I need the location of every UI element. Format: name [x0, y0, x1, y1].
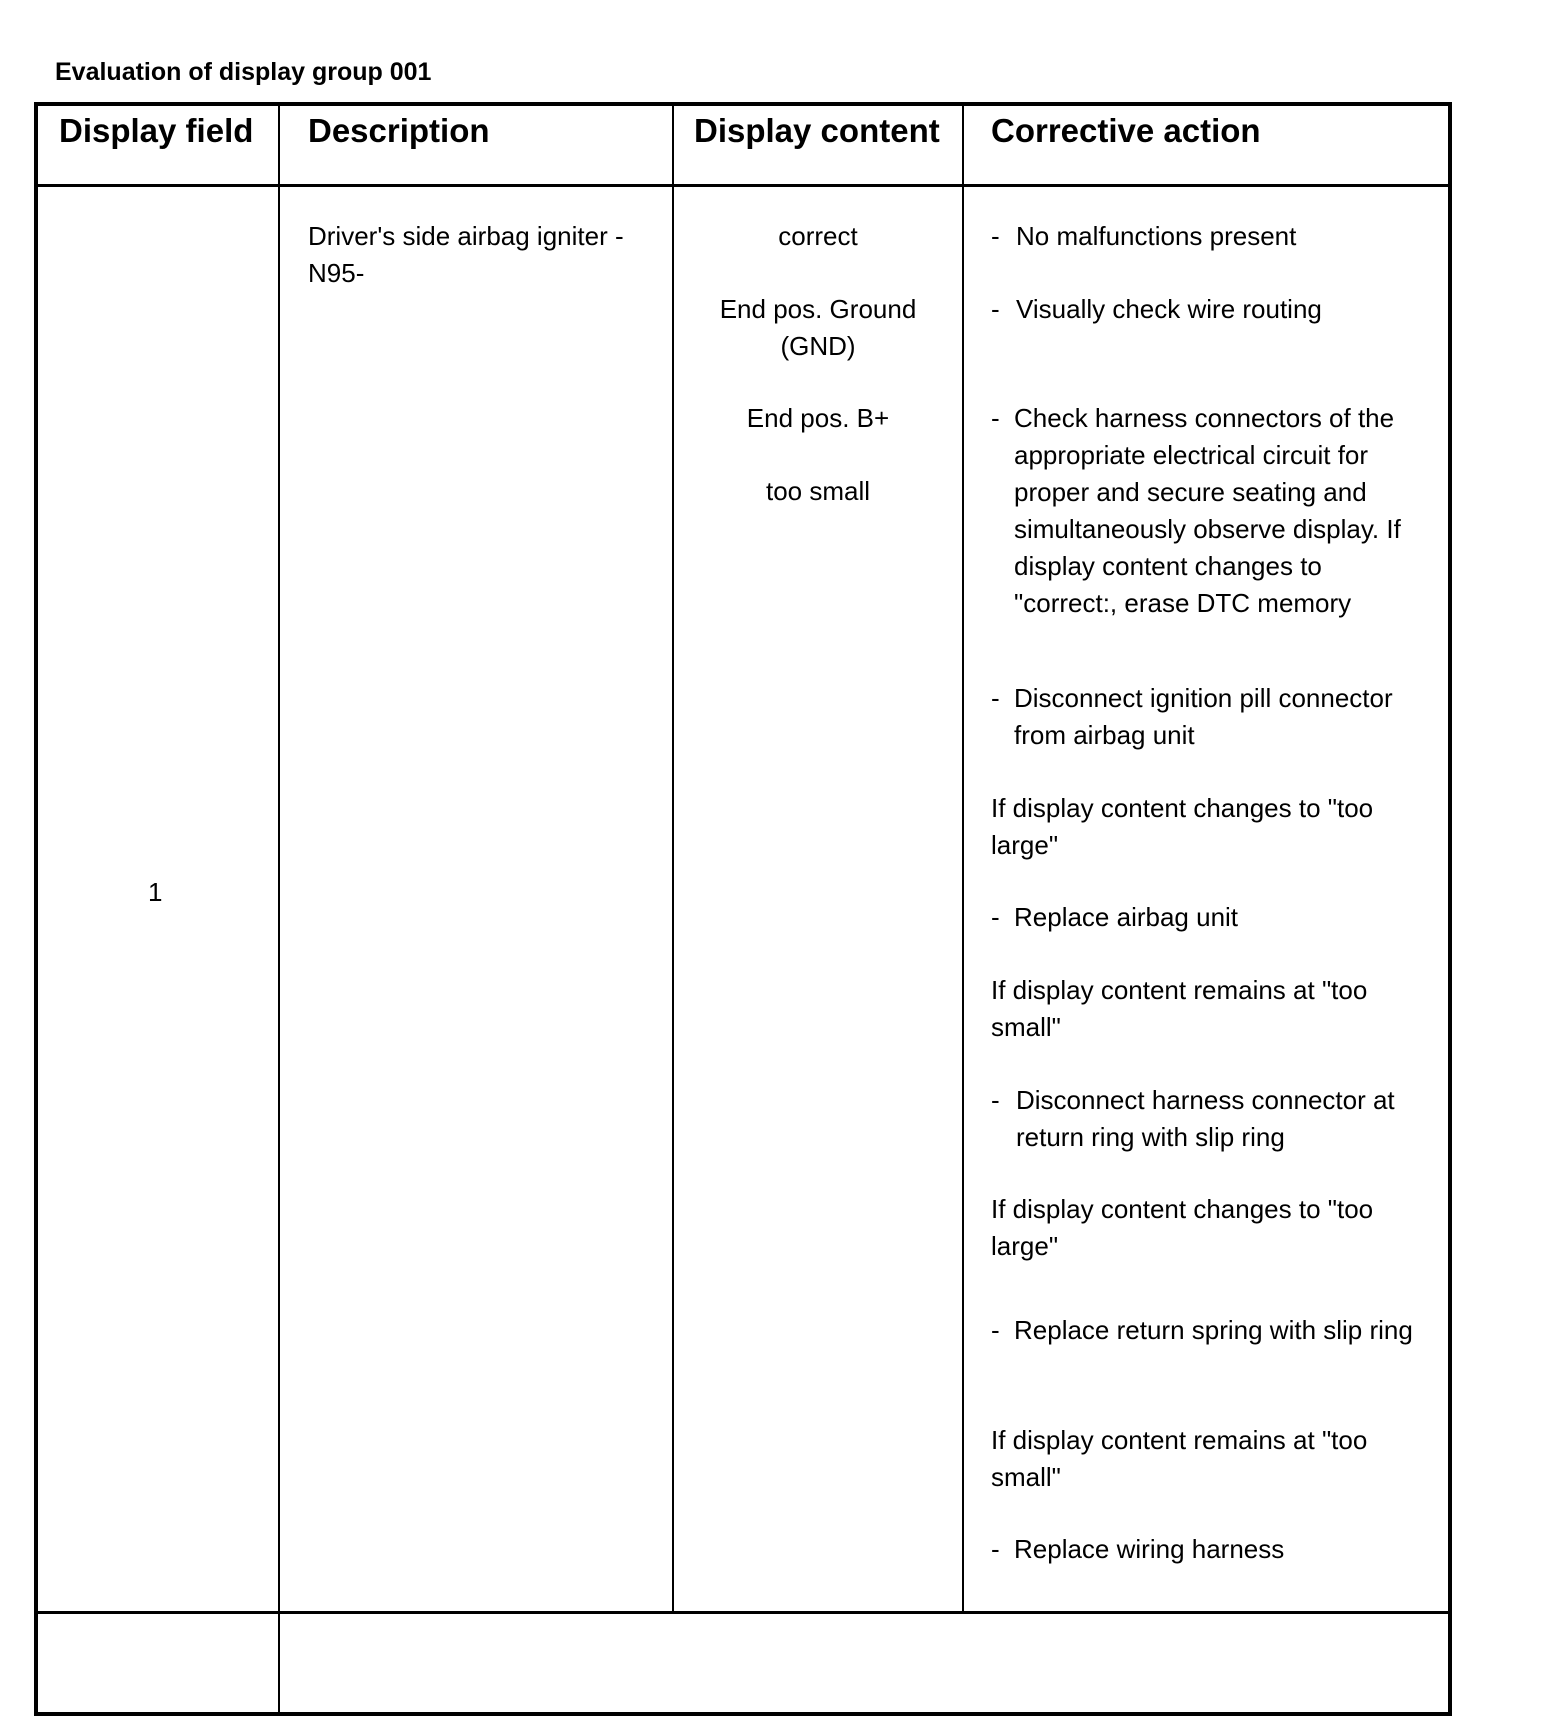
action-bullet: -	[991, 1315, 1000, 1345]
action-item: Replace return spring with slip ring	[1014, 1315, 1413, 1345]
header-description: Description	[308, 112, 490, 149]
action-item: Check harness connectors of the appropriate electrical circuit for proper and secure seating and simultaneously observe display. If display content changes to "correct:, erase DTC memory	[1014, 403, 1401, 618]
display-content-value: too small	[765, 476, 871, 506]
action-bullet: -	[991, 294, 1000, 324]
display-field-value: 1	[148, 877, 163, 907]
action-bullet: -	[991, 1534, 1000, 1564]
description-text: Driver's side airbag igniter - N95-	[308, 221, 624, 288]
header-corrective-action: Corrective action	[991, 112, 1261, 149]
action-bullet: -	[991, 902, 1000, 932]
column-divider	[278, 106, 280, 1712]
action-bullet: -	[991, 403, 1000, 433]
action-bullet: -	[991, 683, 1000, 713]
action-item: Disconnect ignition pill connector from airbag unit	[1014, 683, 1393, 750]
header-display-field: Display field	[59, 112, 254, 149]
display-content-value: correct	[778, 221, 858, 251]
action-condition: If display content remains at "too small"	[991, 1425, 1368, 1492]
header-divider	[38, 184, 1448, 187]
action-bullet: -	[991, 221, 1000, 251]
action-item: No malfunctions present	[1016, 221, 1297, 251]
page-title: Evaluation of display group 001	[55, 58, 432, 86]
header-display-content: Display content	[694, 112, 940, 149]
column-divider	[962, 106, 964, 1612]
action-bullet: -	[991, 1085, 1000, 1115]
action-item: Visually check wire routing	[1016, 294, 1322, 324]
action-condition: If display content remains at "too small"	[991, 975, 1368, 1042]
column-divider	[672, 106, 674, 1612]
display-group-table	[34, 102, 1452, 1716]
action-item: Replace wiring harness	[1014, 1534, 1285, 1564]
action-condition: If display content changes to "too large"	[991, 1194, 1374, 1261]
row-divider	[38, 1611, 1448, 1614]
action-item: Disconnect harness connector at return ring with slip ring	[1016, 1085, 1395, 1152]
action-condition: If display content changes to "too large"	[991, 793, 1374, 860]
display-content-value: End pos. Ground (GND)	[719, 294, 917, 361]
display-content-value: End pos. B+	[746, 403, 890, 433]
action-item: Replace airbag unit	[1014, 902, 1239, 932]
